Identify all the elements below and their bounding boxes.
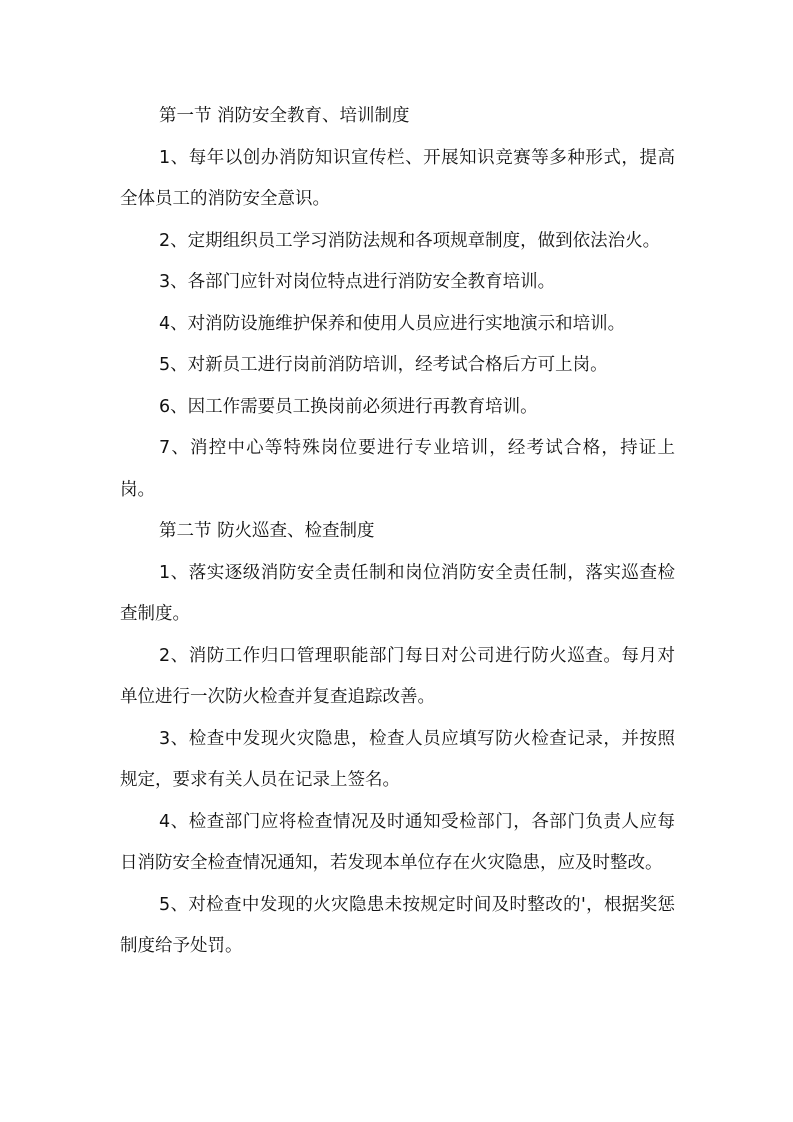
section-fire-patrol-inspection [120,511,675,968]
list-item: 4、对消防设施维护保养和使用人员应进行实地演示和培训。 [159,313,626,334]
list-item: 2、定期组织员工学习消防法规和各项规章制度，做到依法治火。 [159,230,661,251]
list-item: 1、每年以创办消防知识宣传栏、开展知识竞赛等多种形式，提高全体员工的消防安全意识。 [120,147,675,209]
list-item: 3、检查中发现火灾隐患，检查人员应填写防火检查记录，并按照规定，要求有关人员在记录上签名。 [120,728,675,790]
list-item: 7、消控中心等特殊岗位要进行专业培训，经考试合格，持证上岗。 [120,438,675,500]
section-fire-safety-education [120,96,675,511]
list-item: 1、落实逐级消防安全责任制和岗位消防安全责任制，落实巡查检查制度。 [120,562,675,624]
list-item: 5、对检查中发现的火灾隐患未按规定时间及时整改的'，根据奖惩制度给予处罚。 [120,894,675,956]
list-item: 3、各部门应针对岗位特点进行消防安全教育培训。 [159,272,556,292]
document-page [120,96,675,968]
list-item: 6、因工作需要员工换岗前必须进行再教育培训。 [159,396,538,417]
section-heading: 第二节 防火巡查、检查制度 [159,521,375,541]
section-heading: 第一节 消防安全教育、培训制度 [159,106,410,126]
list-item: 5、对新员工进行岗前消防培训，经考试合格后方可上岗。 [159,355,608,375]
list-item: 2、消防工作归口管理职能部门每日对公司进行防火巡查。每月对单位进行一次防火检查并复查追踪改善。 [120,645,675,707]
list-item: 4、检查部门应将检查情况及时通知受检部门，各部门负责人应每日消防安全检查情况通知，若发现本单位存在火灾隐患，应及时整改。 [120,811,675,873]
